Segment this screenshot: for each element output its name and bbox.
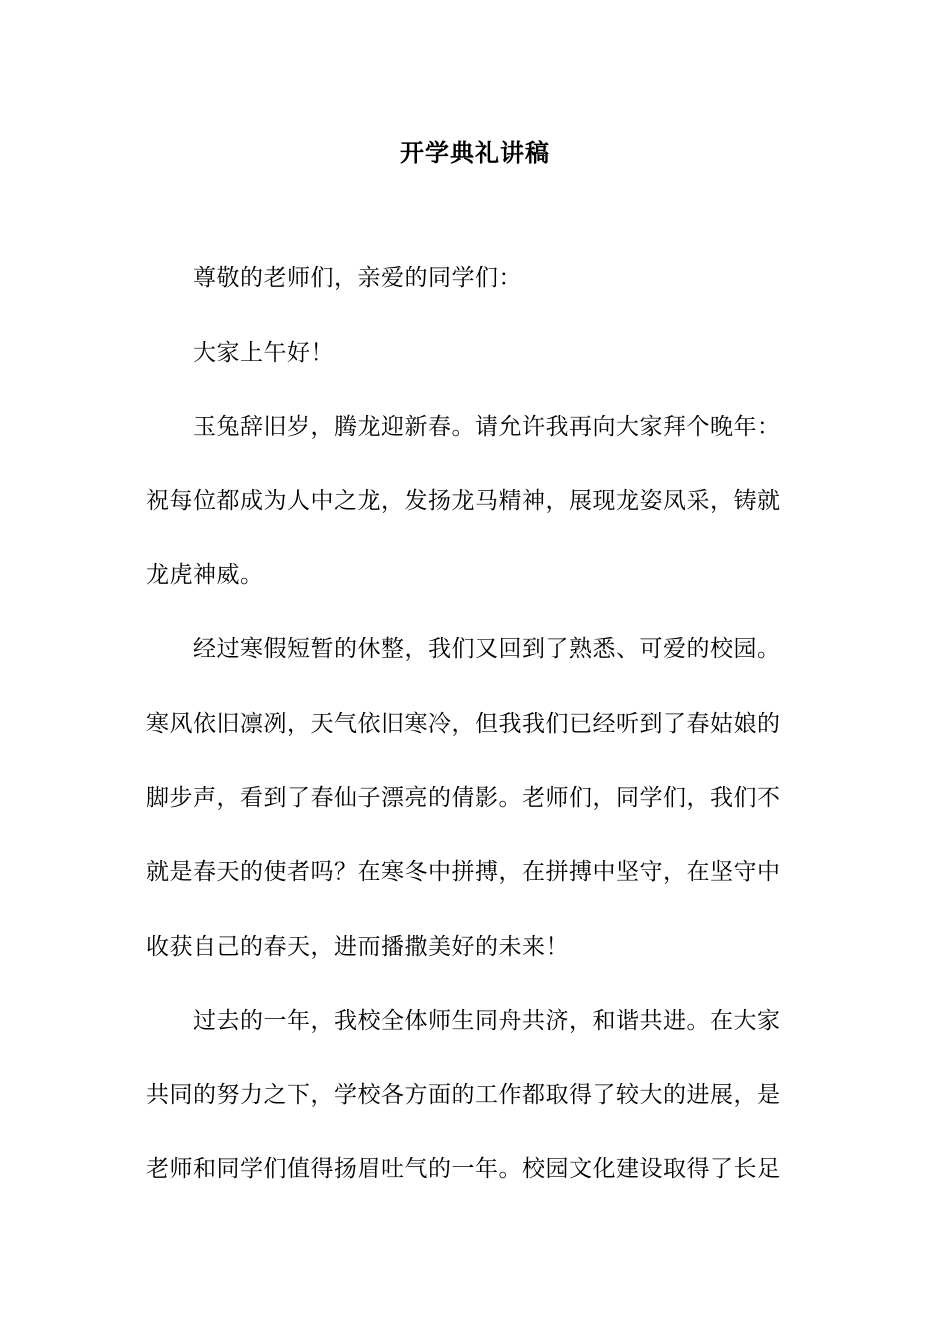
paragraph-2-line-5: 收获自己的春天，进而播撒美好的未来！ xyxy=(146,934,569,960)
paragraph-1-line-3: 龙虎神威。 xyxy=(146,562,264,588)
paragraph-1-line-2: 祝每位都成为人中之龙，发扬龙马精神，展现龙姿凤采，铸就 xyxy=(146,488,781,514)
document-title: 开学典礼讲稿 xyxy=(400,138,550,167)
paragraph-2-line-1: 经过寒假短暂的休整，我们又回到了熟悉、可爱的校园。 xyxy=(193,636,781,662)
paragraph-3-line-1: 过去的一年，我校全体师生同舟共济，和谐共进。在大家 xyxy=(193,1008,781,1034)
paragraph-2-line-3: 脚步声，看到了春仙子漂亮的倩影。老师们，同学们，我们不 xyxy=(146,785,781,811)
paragraph-2-line-4: 就是春天的使者吗？在寒冬中拼搏，在拼搏中坚守，在坚守中 xyxy=(146,859,781,885)
paragraph-3-line-2: 共同的努力之下，学校各方面的工作都取得了较大的进展，是 xyxy=(146,1082,781,1108)
paragraph-3-line-3: 老师和同学们值得扬眉吐气的一年。校园文化建设取得了长足 xyxy=(146,1156,781,1182)
greeting-line: 大家上午好！ xyxy=(193,340,334,366)
salutation-line: 尊敬的老师们，亲爱的同学们： xyxy=(193,265,522,291)
paragraph-1-line-1: 玉兔辞旧岁，腾龙迎新春。请允许我再向大家拜个晚年： xyxy=(193,414,781,440)
paragraph-2-line-2: 寒风依旧凛冽，天气依旧寒冷，但我我们已经听到了春姑娘的 xyxy=(146,711,781,737)
